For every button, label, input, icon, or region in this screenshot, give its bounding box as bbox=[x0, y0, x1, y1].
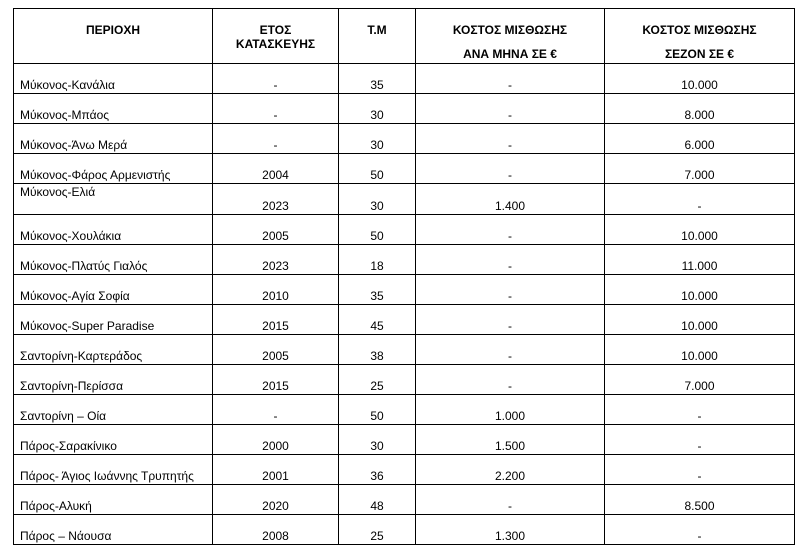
cell-year: 2004 bbox=[213, 154, 339, 184]
cell-area: Σαντορίνη-Καρτεράδος bbox=[14, 335, 213, 365]
header-season-cost bbox=[605, 9, 795, 64]
cell-sqm: 30 bbox=[339, 425, 416, 455]
cell-monthly: 1.500 bbox=[416, 425, 605, 455]
table-row bbox=[14, 485, 795, 515]
cell-season: - bbox=[605, 425, 795, 455]
table-row bbox=[14, 64, 795, 94]
cell-area: Μύκονος-Φάρος Αρμενιστής bbox=[14, 154, 213, 184]
cell-monthly: - bbox=[416, 365, 605, 395]
cell-sqm: 45 bbox=[339, 305, 416, 335]
cell-season: - bbox=[605, 515, 795, 545]
table-row bbox=[14, 365, 795, 395]
cell-sqm: 35 bbox=[339, 275, 416, 305]
cell-area: Σαντορίνη – Οία bbox=[14, 395, 213, 425]
cell-area: Πάρος-Αλυκή bbox=[14, 485, 213, 515]
header-monthly-cost bbox=[416, 9, 605, 64]
cell-area: Πάρος- Άγιος Ιωάννης Τρυπητής bbox=[14, 455, 213, 485]
table-row bbox=[14, 305, 795, 335]
cell-sqm: 25 bbox=[339, 515, 416, 545]
table-row bbox=[14, 515, 795, 545]
cell-season: 11.000 bbox=[605, 245, 795, 275]
table-row bbox=[14, 275, 795, 305]
cell-monthly: - bbox=[416, 64, 605, 94]
cell-year: - bbox=[213, 94, 339, 124]
cell-area: Μύκονος-Πλατύς Γιαλός bbox=[14, 245, 213, 275]
cell-year: 2008 bbox=[213, 515, 339, 545]
table-body bbox=[14, 64, 795, 545]
cell-monthly: - bbox=[416, 215, 605, 245]
rental-table-container bbox=[13, 8, 795, 545]
cell-sqm: 50 bbox=[339, 154, 416, 184]
cell-season: 8.500 bbox=[605, 485, 795, 515]
cell-monthly: - bbox=[416, 154, 605, 184]
cell-monthly: - bbox=[416, 335, 605, 365]
cell-sqm: 50 bbox=[339, 215, 416, 245]
table-row bbox=[14, 245, 795, 275]
cell-sqm: 25 bbox=[339, 365, 416, 395]
cell-monthly: 2.200 bbox=[416, 455, 605, 485]
cell-year: 2001 bbox=[213, 455, 339, 485]
cell-area: Πάρος-Σαρακίνικο bbox=[14, 425, 213, 455]
table-row bbox=[14, 94, 795, 124]
cell-season: 10.000 bbox=[605, 64, 795, 94]
cell-season: 7.000 bbox=[605, 365, 795, 395]
cell-year: 2005 bbox=[213, 215, 339, 245]
cell-area: Μύκονος-Super Paradise bbox=[14, 305, 213, 335]
header-year-line1: ΕΤΟΣ bbox=[259, 23, 292, 37]
cell-season: 10.000 bbox=[605, 335, 795, 365]
cell-area: Μύκονος-Μπάος bbox=[14, 94, 213, 124]
cell-monthly: - bbox=[416, 124, 605, 154]
cell-year: 2023 bbox=[213, 245, 339, 275]
cell-season: 6.000 bbox=[605, 124, 795, 154]
table-row bbox=[14, 215, 795, 245]
header-season-line1: ΚΟΣΤΟΣ ΜΙΣΘΩΣΗΣ bbox=[642, 23, 757, 37]
cell-monthly: - bbox=[416, 485, 605, 515]
cell-sqm: 50 bbox=[339, 395, 416, 425]
cell-season: - bbox=[605, 395, 795, 425]
cell-year: - bbox=[213, 124, 339, 154]
cell-area: Πάρος – Νάουσα bbox=[14, 515, 213, 545]
cell-year: 2015 bbox=[213, 365, 339, 395]
cell-season: 8.000 bbox=[605, 94, 795, 124]
table-row bbox=[14, 335, 795, 365]
table-row bbox=[14, 455, 795, 485]
cell-sqm: 30 bbox=[339, 94, 416, 124]
cell-area: Μύκονος-Χουλάκια bbox=[14, 215, 213, 245]
cell-season: 10.000 bbox=[605, 305, 795, 335]
table-header-row bbox=[14, 9, 795, 64]
cell-area: Μύκονος-Κανάλια bbox=[14, 64, 213, 94]
cell-sqm: 36 bbox=[339, 455, 416, 485]
header-area: ΠΕΡΙΟΧΗ bbox=[14, 9, 213, 64]
cell-sqm: 30 bbox=[339, 184, 416, 215]
cell-year: - bbox=[213, 395, 339, 425]
header-sqm: Τ.Μ bbox=[339, 9, 416, 64]
cell-season: 10.000 bbox=[605, 275, 795, 305]
header-monthly-line2: ΑΝΑ ΜΗΝΑ ΣΕ € bbox=[463, 47, 557, 61]
cell-season: - bbox=[605, 184, 795, 215]
cell-monthly: - bbox=[416, 275, 605, 305]
rental-table bbox=[13, 8, 795, 545]
cell-sqm: 38 bbox=[339, 335, 416, 365]
cell-monthly: 1.300 bbox=[416, 515, 605, 545]
cell-sqm: 18 bbox=[339, 245, 416, 275]
cell-area: Μύκονος-Ελιά bbox=[14, 184, 213, 215]
cell-sqm: 30 bbox=[339, 124, 416, 154]
cell-year: 2015 bbox=[213, 305, 339, 335]
table-row bbox=[14, 154, 795, 184]
cell-season: 10.000 bbox=[605, 215, 795, 245]
cell-monthly: - bbox=[416, 94, 605, 124]
cell-area: Μύκονος-Αγία Σοφία bbox=[14, 275, 213, 305]
cell-year: 2020 bbox=[213, 485, 339, 515]
cell-monthly: 1.000 bbox=[416, 395, 605, 425]
cell-year: 2023 bbox=[213, 184, 339, 215]
cell-monthly: - bbox=[416, 305, 605, 335]
cell-season: - bbox=[605, 455, 795, 485]
cell-year: 2005 bbox=[213, 335, 339, 365]
table-row bbox=[14, 184, 795, 215]
cell-year: - bbox=[213, 64, 339, 94]
table-row bbox=[14, 425, 795, 455]
cell-monthly: 1.400 bbox=[416, 184, 605, 215]
cell-monthly: - bbox=[416, 245, 605, 275]
header-year bbox=[213, 9, 339, 64]
cell-area: Σαντορίνη-Περίσσα bbox=[14, 365, 213, 395]
cell-area: Μύκονος-Άνω Μερά bbox=[14, 124, 213, 154]
table-row bbox=[14, 124, 795, 154]
cell-sqm: 48 bbox=[339, 485, 416, 515]
cell-year: 2010 bbox=[213, 275, 339, 305]
header-season-line2: ΣΕΖΟΝ ΣΕ € bbox=[664, 47, 735, 61]
header-monthly-line1: ΚΟΣΤΟΣ ΜΙΣΘΩΣΗΣ bbox=[452, 23, 568, 37]
table-row bbox=[14, 395, 795, 425]
cell-year: 2000 bbox=[213, 425, 339, 455]
cell-season: 7.000 bbox=[605, 154, 795, 184]
cell-sqm: 35 bbox=[339, 64, 416, 94]
header-year-line2: ΚΑΤΑΣΚΕΥΗΣ bbox=[235, 37, 316, 51]
